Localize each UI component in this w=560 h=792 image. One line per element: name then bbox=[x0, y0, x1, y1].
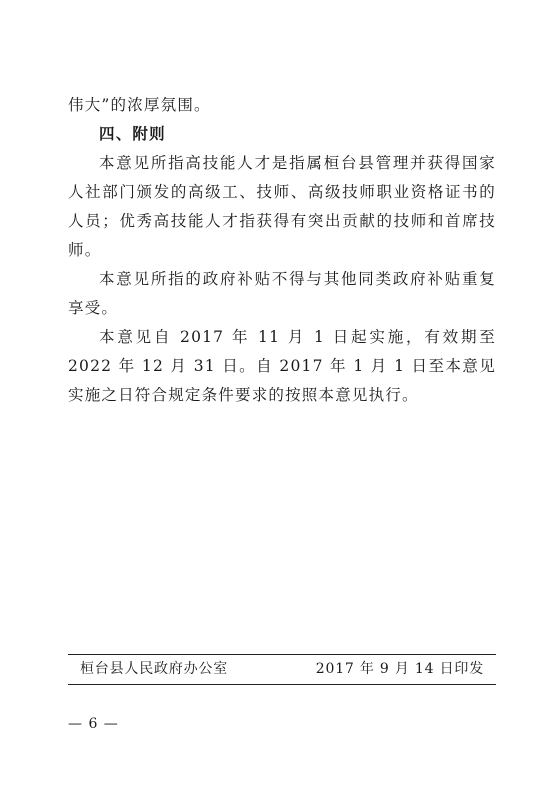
issue-date: 2017 年 9 月 14 日印发 bbox=[315, 661, 484, 677]
body-text bbox=[68, 91, 496, 410]
continuation-paragraph: 伟大”的浓厚氛围。 bbox=[68, 96, 211, 114]
page-number: — 6 — bbox=[68, 716, 119, 732]
issuer-name: 桓台县人民政府办公室 bbox=[80, 661, 228, 677]
paragraph-subsidy-rule: 本意见所指的政府补贴不得与其他同类政府补贴重复享受。 bbox=[68, 270, 496, 317]
footer-bottom-rule bbox=[68, 684, 496, 685]
paragraph-definition: 本意见所指高技能人才是指属桓台县管理并获得国家人社部门颁发的高级工、技师、高级技师职业资格证书的人员；优秀高技能人才指获得有突出贡献的技师和首席技师。 bbox=[68, 154, 496, 259]
paragraph-effective-date: 本意见自 2017 年 11 月 1 日起实施，有效期至 2022 年 12 月 31 日。自 2017 年 1 月 1 日至本意见实施之日符合规定条件要求的按照本意见执行。 bbox=[68, 328, 496, 404]
section-heading: 四、附则 bbox=[99, 125, 166, 143]
footer-top-rule bbox=[68, 654, 496, 655]
footer-issuance-row bbox=[68, 659, 496, 679]
